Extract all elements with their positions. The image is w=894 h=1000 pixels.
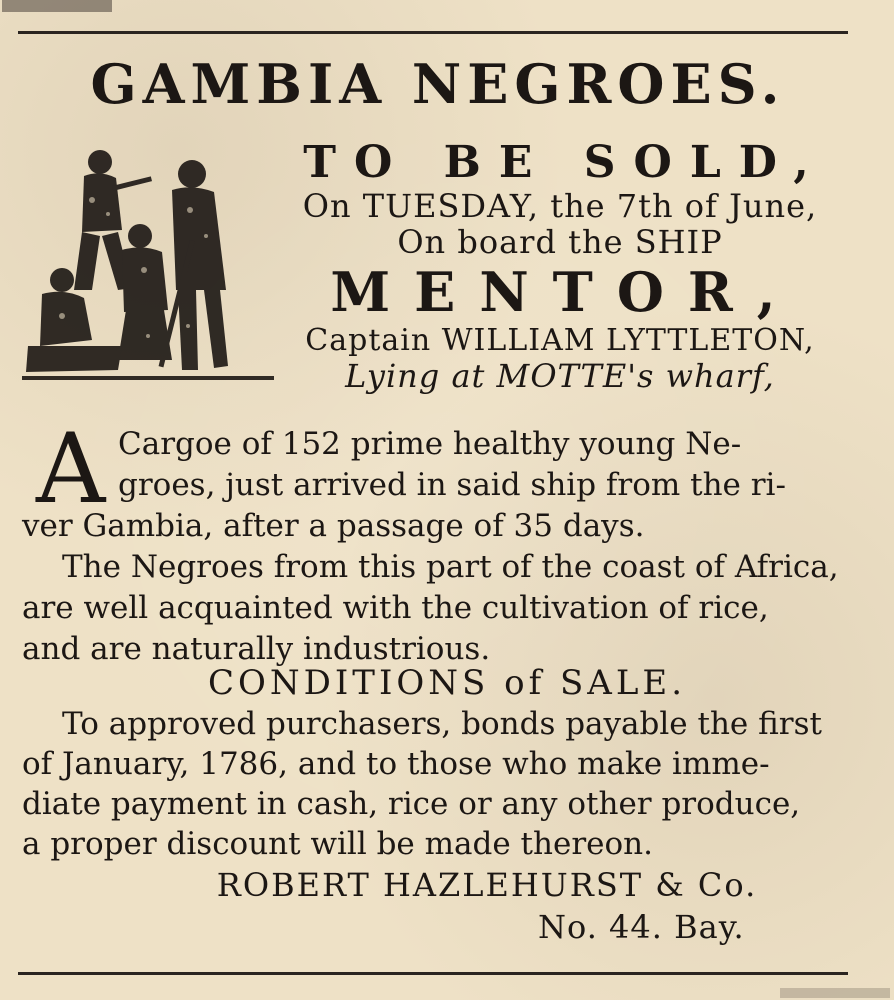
wharf-location: Lying at MOTTE's wharf, xyxy=(345,357,775,395)
cargo-line: Cargoe of 152 prime healthy young Ne- xyxy=(118,426,742,462)
description-line: The Negroes from this part of the coast of Africa, xyxy=(62,549,839,585)
merchant-address: No. 44. Bay. xyxy=(538,908,745,946)
description-paragraph xyxy=(22,547,848,670)
terms-line: of January, 1786, and to those who make imme- xyxy=(22,746,770,782)
conditions-heading: CONDITIONS of SALE. xyxy=(207,663,687,703)
cargo-paragraph xyxy=(22,413,848,547)
to-be-sold-heading: TO BE SOLD, xyxy=(303,137,827,188)
scan-watermark-bottom xyxy=(780,988,890,998)
on-board-line: On board the SHIP xyxy=(397,223,723,261)
woodcut-figures-illustration-icon xyxy=(22,140,274,390)
sale-date: On TUESDAY, the 7th of June, xyxy=(302,187,818,225)
ship-name: MENTOR, xyxy=(330,260,800,324)
merchant-signature: ROBERT HAZLEHURST & Co. xyxy=(216,866,758,904)
description-line: and are naturally industrious. xyxy=(22,631,491,667)
top-rule xyxy=(18,31,848,34)
heading-block xyxy=(270,138,850,394)
advert-body xyxy=(22,413,848,670)
cargo-line: groes, just arrived in said ship from the ri- xyxy=(118,467,786,503)
drop-cap: A xyxy=(36,413,106,525)
terms-paragraph xyxy=(22,704,848,864)
advert-title: GAMBIA NEGROES. xyxy=(90,52,786,116)
captain-line: Captain WILLIAM LYTTLETON, xyxy=(305,323,815,358)
terms-line: To approved purchasers, bonds payable the first xyxy=(62,706,822,742)
scan-watermark xyxy=(2,0,112,12)
bottom-rule xyxy=(18,972,848,975)
terms-line: diate payment in cash, rice or any other produce, xyxy=(22,786,801,822)
cargo-line: ver Gambia, after a passage of 35 days. xyxy=(22,508,645,544)
terms-line: a proper discount will be made thereon. xyxy=(22,826,653,862)
description-line: are well acquainted with the cultivation of rice, xyxy=(22,590,769,626)
